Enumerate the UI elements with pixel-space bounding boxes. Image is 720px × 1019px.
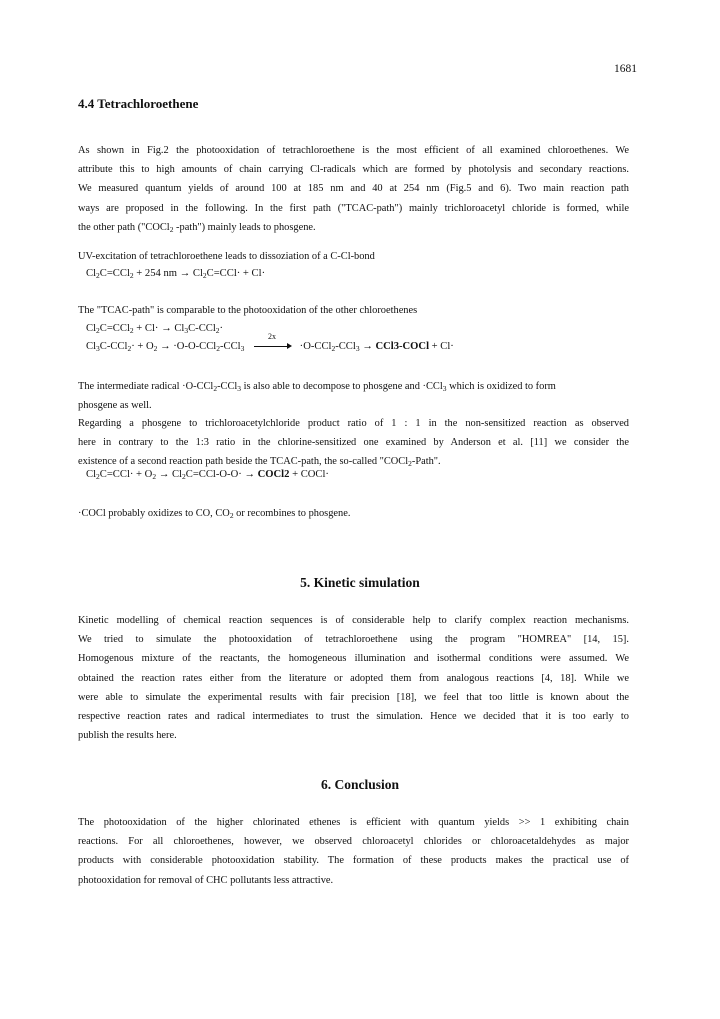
subscript: 2 bbox=[213, 384, 218, 393]
eq-text: -CCl bbox=[220, 341, 241, 352]
eq-text: C-CCl bbox=[188, 323, 216, 334]
text-line: Kinetic modelling of chemical reaction sequences is of considerable help to clarify complex reaction mechanisms. bbox=[78, 615, 629, 626]
text-span: -CCl bbox=[217, 381, 238, 392]
text-line: here in contrary to the 1:3 ratio in the chlorine-sensitized one examined by Anderson et al. [11] we consider the bbox=[78, 437, 629, 449]
eq-text: C=CCl-O-O· → bbox=[185, 469, 258, 480]
subscript: 3 bbox=[237, 384, 242, 393]
arrow-label: 2x bbox=[268, 332, 277, 341]
subscript: 3 bbox=[96, 344, 100, 353]
subscript: 2 bbox=[202, 271, 207, 280]
text-span: -path") mainly leads to phosgene. bbox=[173, 221, 316, 233]
text-span: existence of a second reaction path beside the TCAC-path, the so-called "COCl bbox=[78, 456, 409, 468]
uv-excitation-intro: UV-excitation of tetrachloroethene leads to dissoziation of a C-Cl-bond bbox=[78, 251, 375, 262]
paragraph-kinetic-simulation bbox=[78, 611, 629, 745]
subscript: 2 bbox=[216, 344, 220, 353]
text-line: products with considerable photooxidation stability. The formation of these products makes the practical use of bbox=[78, 855, 629, 867]
text-span: -Path". bbox=[411, 456, 441, 468]
text-line bbox=[78, 377, 629, 396]
subscript: 2 bbox=[129, 326, 134, 335]
paragraph-product-ratio bbox=[78, 414, 629, 472]
text-line: We tried to simulate the photooxidation of tetrachloroethene using the program "HOMREA" [14, 15]. bbox=[78, 634, 629, 646]
subscript: 2 bbox=[331, 344, 336, 353]
cocl-fate-line bbox=[78, 508, 350, 519]
text-span: the other path ("COCl bbox=[78, 221, 170, 233]
equation-3 bbox=[86, 332, 454, 353]
text-span: or recombines to phosgene. bbox=[233, 508, 351, 519]
subscript: 2 bbox=[153, 344, 158, 353]
eq-text: + Cl· bbox=[429, 341, 454, 352]
text-line: Homogenous mixture of the reactants, the homogeneous illumination and isothermal conditions were assumed. We bbox=[78, 653, 629, 665]
subscript: 2 bbox=[215, 326, 220, 335]
tcac-path-intro: The "TCAC-path" is comparable to the photooxidation of the other chloroethenes bbox=[78, 305, 418, 316]
subscript: 2 bbox=[127, 344, 132, 353]
page-number: 1681 bbox=[614, 63, 637, 75]
subscript: 2 bbox=[152, 472, 157, 481]
text-line: Regarding a phosgene to trichloroacetylchloride product ratio of 1 : 1 in the non-sensitized reaction as observed bbox=[78, 418, 629, 429]
eq-text: Cl bbox=[86, 341, 97, 352]
section-heading-4-4: 4.4 Tetrachloroethene bbox=[78, 96, 199, 111]
equation-2 bbox=[86, 323, 223, 334]
subscript: 2 bbox=[96, 472, 100, 481]
eq-text: + COCl· bbox=[289, 469, 329, 480]
equation-1 bbox=[86, 268, 265, 279]
eq-text: C=CCl· + O bbox=[99, 469, 153, 480]
paragraph-intermediate-radical bbox=[78, 377, 629, 415]
eq-text: + Cl· → Cl bbox=[133, 323, 185, 334]
eq-text: ·O-CCl bbox=[299, 341, 332, 352]
text-span: is also able to decompose to phosgene and ·CCl bbox=[241, 381, 443, 392]
eq-text: C-CCl bbox=[99, 341, 128, 352]
subscript: 2 bbox=[96, 271, 100, 280]
eq-text: C=CCl bbox=[99, 323, 130, 334]
text-line: reactions. For all chloroethenes, however, we observed chloroacetyl chlorides or chloroacetaldehydes as major bbox=[78, 836, 629, 848]
text-span: The intermediate radical ·O-CCl bbox=[78, 381, 214, 392]
subscript: 2 bbox=[408, 459, 412, 469]
text-line: ways are proposed in the following. In the first path ("TCAC-path") mainly trichloroacetyl chloride is formed, while bbox=[78, 202, 629, 214]
text-line: respective reaction rates and radical intermediates to trust the simulation. Hence we decided that it is too early to bbox=[78, 711, 629, 723]
text-line: As shown in Fig.2 the photooxidation of tetrachloroethene is the most efficient of all examined chloroethenes. We bbox=[78, 145, 629, 156]
subscript: 3 bbox=[240, 344, 245, 353]
section-heading-kinetic-simulation: 5. Kinetic simulation bbox=[300, 575, 420, 590]
eq-text: → Cl bbox=[156, 469, 182, 480]
text-line bbox=[78, 218, 629, 237]
equation-4 bbox=[86, 469, 329, 480]
text-line: photooxidation for removal of CHC pollutants less attractive. bbox=[78, 874, 334, 886]
eq-text: + 254 nm → Cl bbox=[133, 268, 203, 279]
text-line: publish the results here. bbox=[78, 730, 177, 742]
text-line: attribute this to high amounts of chain carrying Cl-radicals which are formed by photolysis and secondary reactions. bbox=[78, 164, 629, 176]
eq-text: -CCl bbox=[335, 341, 356, 352]
eq-text: C=CCl· + Cl· bbox=[206, 268, 266, 279]
paragraph-intro bbox=[78, 141, 629, 237]
eq-text: · + O bbox=[131, 341, 154, 352]
subscript: 3 bbox=[184, 326, 189, 335]
eq-text: Cl bbox=[86, 323, 97, 334]
text-line: obtained the reaction rates either from the literature or adopted them from analogous reactions [4, 18]. While we bbox=[78, 672, 629, 684]
product-bold: COCl2 bbox=[257, 469, 290, 480]
text-line: phosgene as well. bbox=[78, 400, 152, 412]
text-span: ·COCl probably oxidizes to CO, CO bbox=[78, 508, 230, 519]
subscript: 2 bbox=[182, 472, 186, 481]
subscript: 3 bbox=[355, 344, 360, 353]
paragraph-conclusion bbox=[78, 813, 629, 890]
eq-text: → bbox=[359, 341, 376, 352]
eq-text: Cl bbox=[86, 469, 97, 480]
subscript: 2 bbox=[229, 511, 234, 520]
eq-text: → ·O-O-CCl bbox=[157, 341, 217, 352]
text-line: were able to simulate the experimental results with fair precision [18], we feel that too little is known about the bbox=[78, 691, 629, 703]
subscript: 2 bbox=[129, 271, 134, 280]
subscript: 2 bbox=[169, 224, 174, 234]
text-line: We measured quantum yields of around 100 at 185 nm and 40 at 254 nm (Fig.5 and 6). Two main reaction path bbox=[78, 183, 629, 195]
text-span: which is oxidized to form bbox=[446, 381, 556, 392]
subscript: 3 bbox=[442, 384, 447, 393]
subscript: 2 bbox=[96, 326, 100, 335]
product-bold: CCl3-COCl bbox=[375, 341, 430, 352]
eq-text: Cl bbox=[86, 268, 97, 279]
eq-text: · bbox=[219, 323, 224, 334]
section-heading-conclusion: 6. Conclusion bbox=[320, 777, 400, 792]
arrow-icon bbox=[253, 332, 291, 352]
eq-text: C=CCl bbox=[99, 268, 130, 279]
text-line: The photooxidation of the higher chlorinated ethenes is efficient with quantum yields >> 1 exhibiting chain bbox=[78, 817, 629, 828]
